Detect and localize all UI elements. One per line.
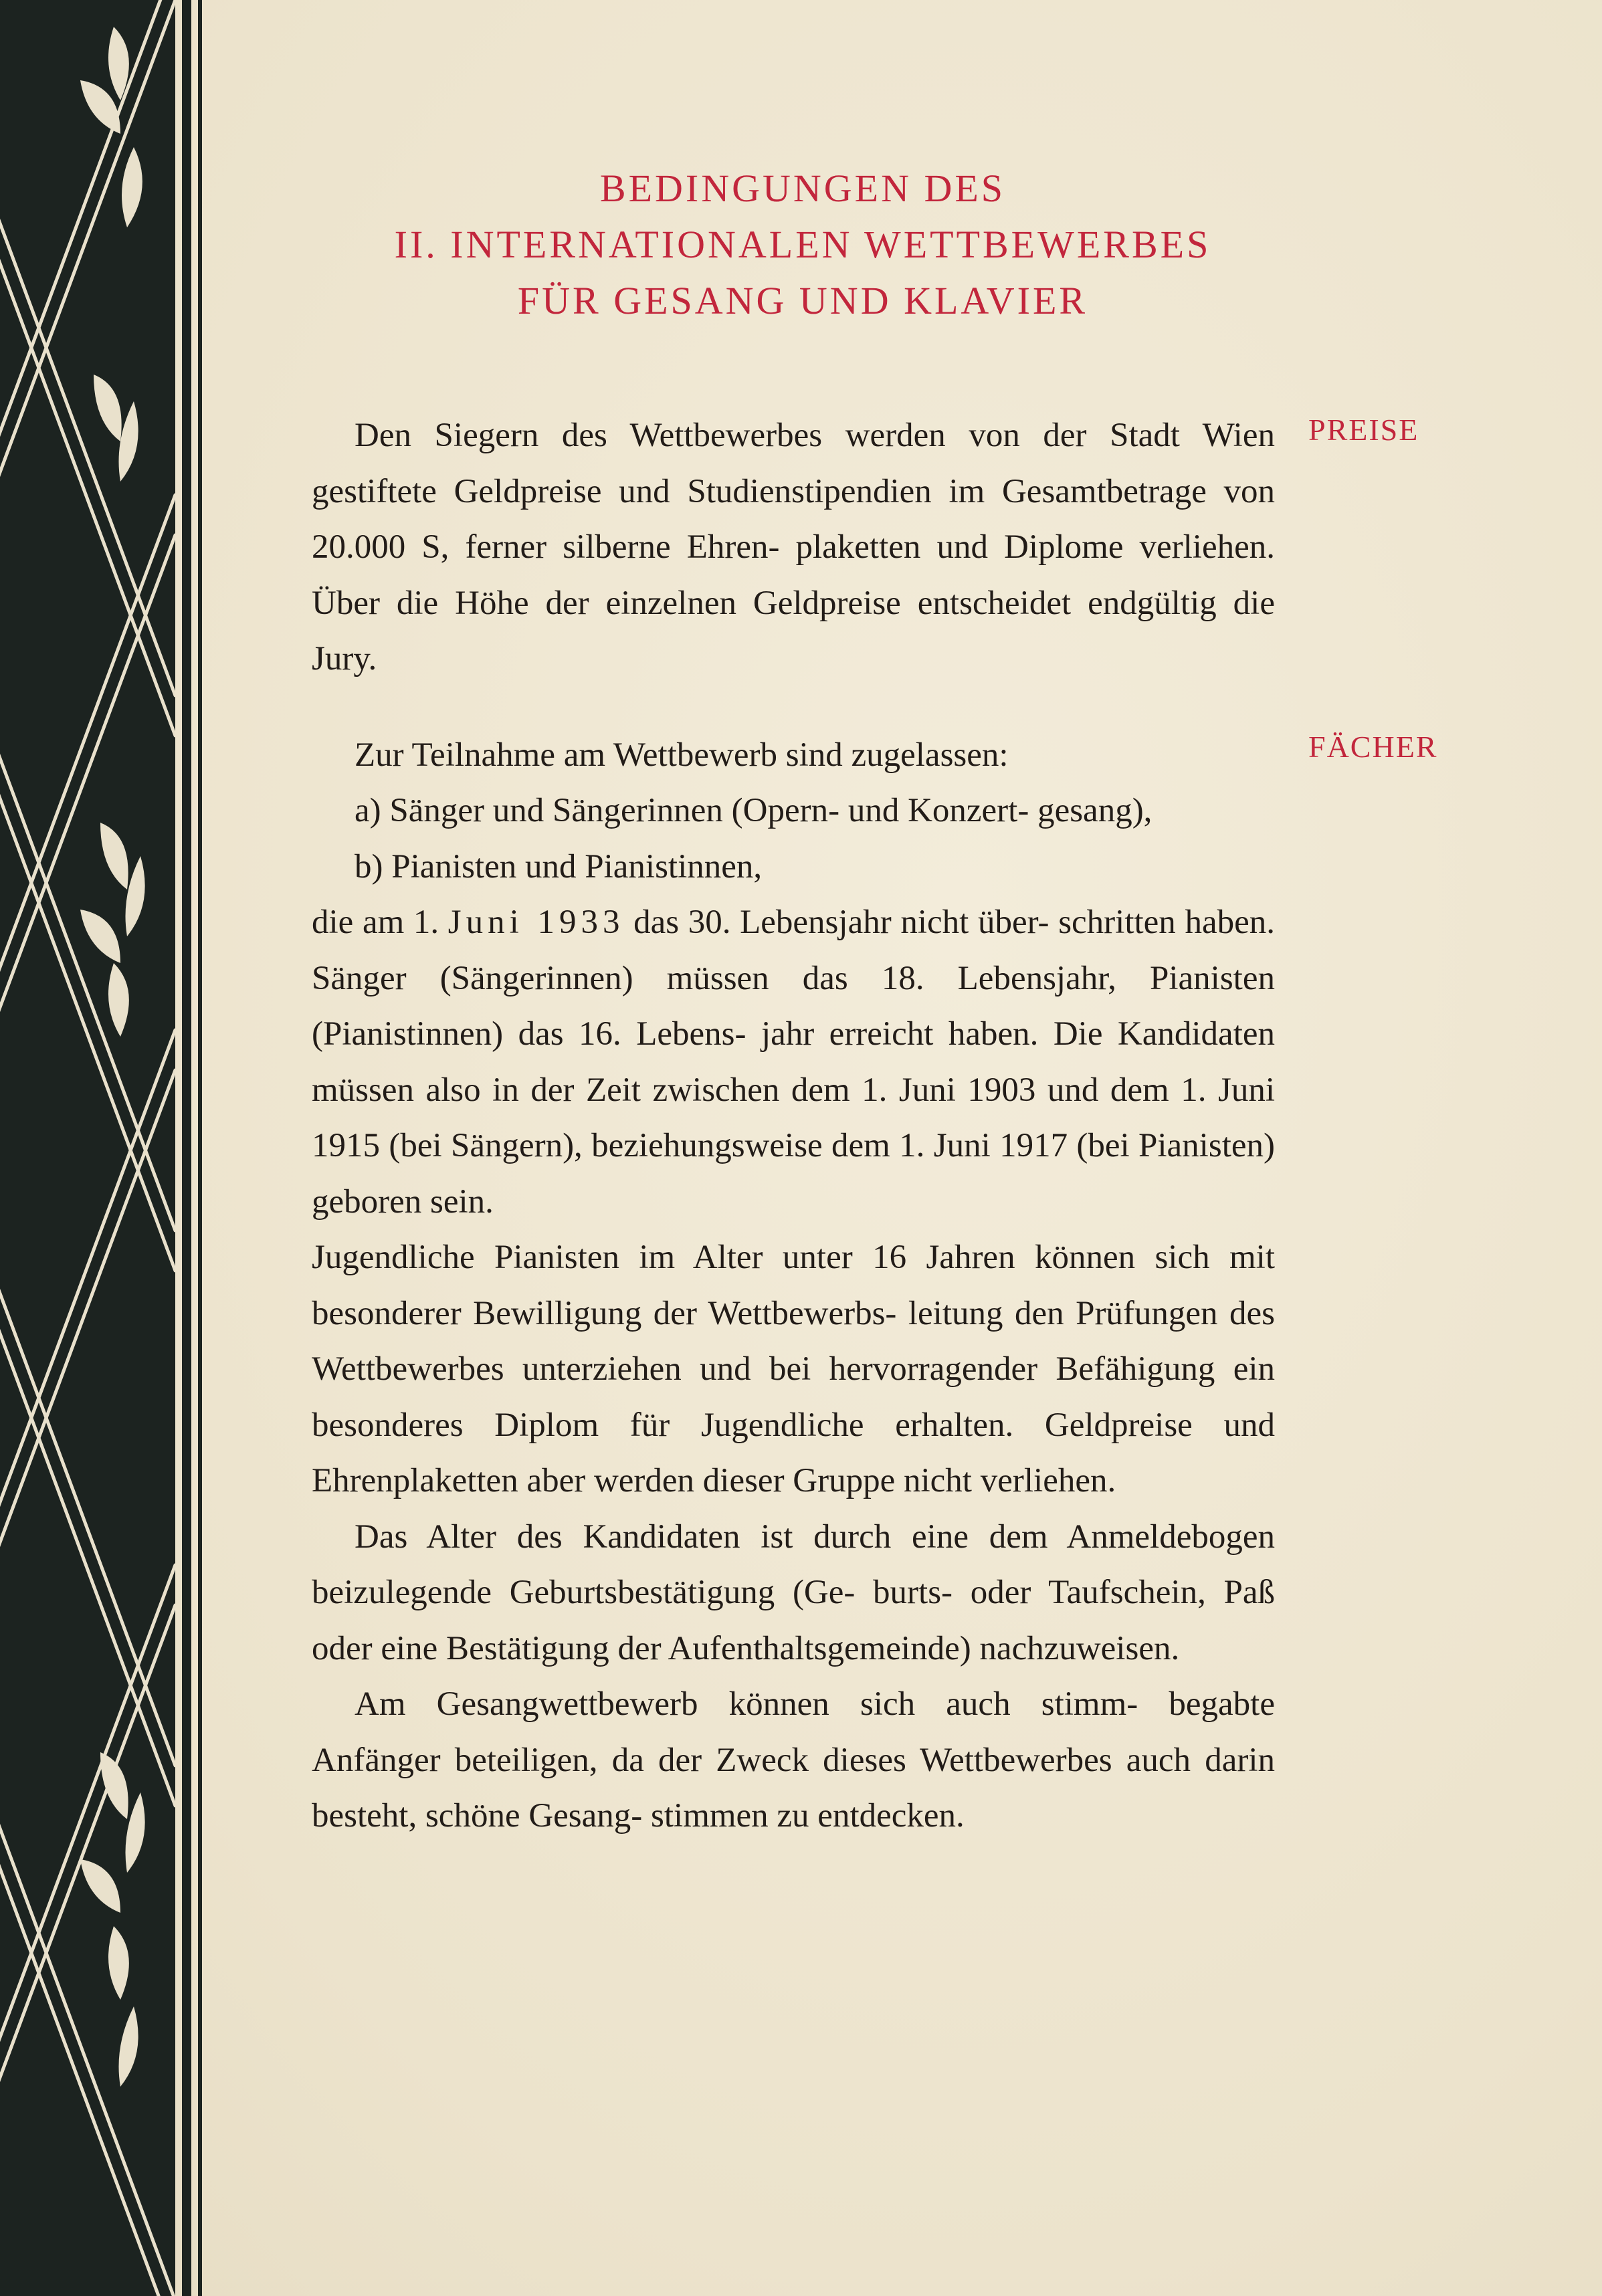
margin-note-preise: PREISE [1308,413,1419,447]
paragraph-admission-intro: Zur Teilnahme am Wettbewerb sind zugelassen: [355,736,1009,774]
paragraph-prizes: Den Siegern des Wettbewerbes werden von der Stadt Wien gestiftete Geldpreise und Studienstipendien im Gesamtbetrage von 20.000 S, ferner silberne Ehren- plaketten und Diplome verliehen. Über die Höhe der einzelnen Geldpreise entscheidet endgültig die Jury. [312,417,1275,677]
border-rule-thick [182,0,191,2296]
paragraph-age-proof: Das Alter des Kandidaten ist durch eine dem Anmeldebogen beizulegende Geburtsbestätigung (Ge- burts- oder Taufschein, Paß oder eine Bestätigung der Aufenthaltsgemeinde) nachzuweisen. [312,1518,1275,1667]
title-line-3: FÜR GESANG UND KLAVIER [517,279,1088,322]
title-line-1: BEDINGUNGEN DES [599,167,1006,210]
age-text-b: das 30. Lebensjahr nicht über- schritten haben. Sänger (Sängerinnen) müssen das 18. Lebensjahr, Pianisten (Pianistinnen) das 16. Lebens- jahr erreicht haben. Die Kandidaten müssen also in der Zeit zwischen dem 1. Juni 1903 und dem 1. Juni 1915 (bei Sängern), beziehungsweise dem 1. Juni 1917 (bei Pianisten) geboren sein. [312,904,1275,1221]
border-rule-thin [198,0,202,2296]
decorative-border-panel [0,0,175,2296]
paragraph-beginners: Am Gesangwettbewerb können sich auch stimm- begabte Anfänger beteiligen, da der Zweck dieses Wettbewerbes auch darin besteht, schöne Gesang- stimmen zu entdecken. [312,1685,1275,1835]
age-text-a: die am 1. [312,904,448,941]
page-title [288,161,1318,329]
paragraph-pianists: b) Pianisten und Pianistinnen, [355,847,763,885]
paragraph-young-pianists: Jugendliche Pianisten im Alter unter 16 Jahren können sich mit besonderer Bewilligung der Wettbewerbs- leitung den Prüfungen des Wettbewerbes unterziehen und bei hervorragender Befähigung ein besonderes Diplom für Jugendliche erhalten. Geldpreise und Ehrenplaketten aber werden dieser Gruppe nicht verliehen. [312,1239,1275,1499]
paragraph-singers: a) Sänger und Sängerinnen (Opern- und Konzert- gesang), [355,792,1153,829]
body-text [312,408,1275,1845]
title-line-2: II. INTERNATIONALEN WETTBEWERBES [394,223,1211,266]
laurel-ornament-icon [0,0,175,2296]
age-date-spaced: Juni 1933 [447,904,625,941]
margin-note-faecher: FÄCHER [1308,730,1438,764]
paragraph-age-limits [312,895,1275,1230]
